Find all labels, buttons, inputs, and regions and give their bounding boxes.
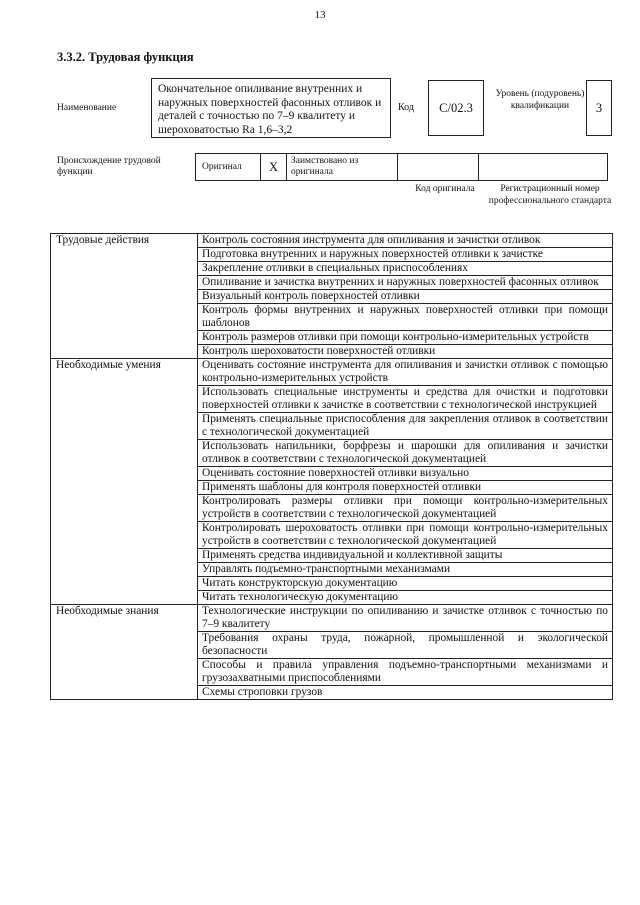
row-item: Использовать напильники, борфрезы и шарошки для опиливания и зачистки отливок в соответствии с технологической документацией bbox=[198, 440, 613, 467]
function-code: C/02.3 bbox=[428, 80, 484, 136]
row-item: Закрепление отливки в специальных приспособлениях bbox=[198, 262, 613, 276]
row-item: Оценивать состояние поверхностей отливки визуально bbox=[198, 467, 613, 481]
row-item: Контролировать шероховатость отливки при помощи контрольно-измерительных устройств в соответствии с технологической документацией bbox=[198, 522, 613, 549]
row-item: Управлять подъемно-транспортными механизмами bbox=[198, 563, 613, 577]
original-mark: X bbox=[260, 153, 287, 181]
function-details-table bbox=[50, 233, 613, 700]
page-number: 13 bbox=[314, 9, 326, 21]
row-item: Читать технологическую документацию bbox=[198, 591, 613, 605]
level-label: Уровень (подуровень) квалификации bbox=[495, 89, 585, 111]
name-label: Наименование bbox=[57, 103, 117, 113]
row-item: Опиливание и зачистка внутренних и наружных поверхностей фасонных отливок bbox=[198, 276, 613, 290]
row-item: Контролировать размеры отливки при помощи контрольно-измерительных устройств в соответствии с технологической документацией bbox=[198, 495, 613, 522]
row-item: Требования охраны труда, пожарной, промышленной и экологической безопасности bbox=[198, 632, 613, 659]
table-row bbox=[51, 605, 613, 632]
row-item: Читать конструкторскую документацию bbox=[198, 577, 613, 591]
original-code-caption: Код оригинала bbox=[415, 184, 475, 194]
row-category: Необходимые знания bbox=[51, 605, 198, 700]
row-category: Необходимые умения bbox=[51, 359, 198, 605]
row-item: Применять специальные приспособления для закрепления отливок в соответствии с технологической документацией bbox=[198, 413, 613, 440]
registration-number-cell bbox=[478, 153, 608, 181]
row-item: Визуальный контроль поверхностей отливки bbox=[198, 290, 613, 304]
row-item: Контроль шероховатости поверхностей отливки bbox=[198, 345, 613, 359]
row-category: Трудовые действия bbox=[51, 234, 198, 359]
row-item: Контроль состояния инструмента для опиливания и зачистки отливок bbox=[198, 234, 613, 248]
row-item: Подготовка внутренних и наружных поверхностей отливки к зачистке bbox=[198, 248, 613, 262]
origin-label: Происхождение трудовой функции bbox=[57, 156, 161, 177]
origin-row bbox=[196, 153, 612, 181]
row-item: Использовать специальные инструменты и средства для очистки и подготовки поверхностей отливки к зачистке в соответствии с технологической инструкцией bbox=[198, 386, 613, 413]
table-row bbox=[51, 234, 613, 248]
row-item: Контроль формы внутренних и наружных поверхностей отливки при помощи шаблонов bbox=[198, 304, 613, 331]
original-code-cell bbox=[397, 153, 479, 181]
borrowed-label: Заимствовано из оригинала bbox=[286, 153, 398, 181]
code-label: Код bbox=[398, 102, 414, 113]
registration-number-caption: Регистрационный номер профессионального стандарта bbox=[488, 184, 612, 206]
row-item: Способы и правила управления подъемно-транспортными механизмами и грузозахватными приспособлениями bbox=[198, 659, 613, 686]
table-row bbox=[51, 359, 613, 386]
original-label: Оригинал bbox=[195, 153, 261, 181]
qualification-level: 3 bbox=[586, 80, 612, 136]
section-title: 3.3.2. Трудовая функция bbox=[57, 50, 194, 64]
function-name: Окончательное опиливание внутренних и наружных поверхностей фасонных отливок и деталей с точностью по 7–9 квалитету и шероховатостью Ra 1,6–3,2 bbox=[151, 78, 391, 138]
row-item: Применять шаблоны для контроля поверхностей отливки bbox=[198, 481, 613, 495]
row-item: Технологические инструкции по опиливанию и зачистке отливок с точностью по 7–9 квалитету bbox=[198, 605, 613, 632]
row-item: Применять средства индивидуальной и коллективной защиты bbox=[198, 549, 613, 563]
row-item: Оценивать состояние инструмента для опиливания и зачистки отливок с помощью контрольно-измерительных устройств bbox=[198, 359, 613, 386]
row-item: Схемы строповки грузов bbox=[198, 686, 613, 700]
row-item: Контроль размеров отливки при помощи контрольно-измерительных устройств bbox=[198, 331, 613, 345]
